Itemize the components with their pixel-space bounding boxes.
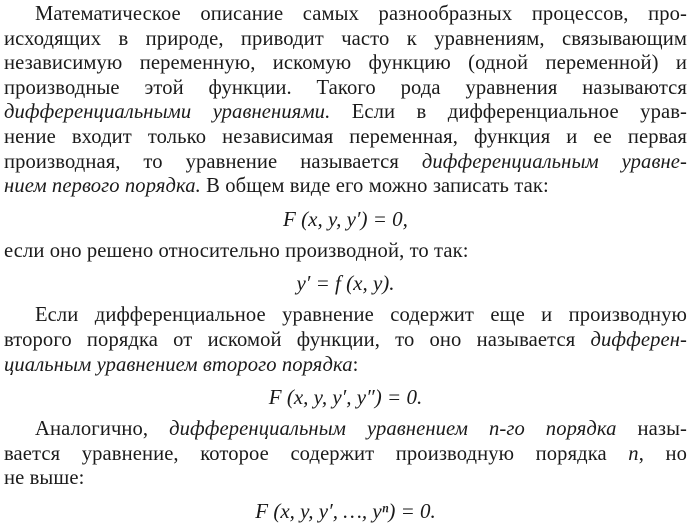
formula-solved-for-derivative: y′ = f (x, y).: [296, 271, 395, 296]
paragraph-3-line-3: [4, 353, 687, 378]
paragraph-1-line-6: нение входит только независимая переменная, функция и ее первая: [4, 125, 687, 148]
paragraph-1-line-2: исходящих в природе, приводит часто к уравнениям, связывающим: [4, 27, 687, 50]
paragraph-1-line-5: [4, 100, 687, 125]
document-page: [4, 2, 687, 531]
paragraph-1-line-1: Математическое описание самых разнообразных процессов, про-: [35, 3, 687, 25]
formula-nth-order: F (x, y, y′, …, yⁿ) = 0.: [255, 498, 436, 523]
paragraph-1-line-4: производные этой функции. Такого рода уравнения называются: [4, 76, 687, 99]
paragraph-4-line-1-rest: назы-: [616, 418, 687, 441]
term-first-order-part2: нием первого порядка.: [4, 175, 201, 198]
paragraph-2: если оно решено относительно производной, то так:: [4, 239, 469, 262]
formula-second-order: F (x, y, y′, y″) = 0.: [268, 385, 423, 410]
term-differential-equations: дифференциальными уравнениями.: [4, 101, 331, 124]
paragraph-3-line-1: Если дифференциальное уравнение содержит еще и производную: [35, 304, 687, 327]
paragraph-4-line-3: не выше:: [4, 467, 85, 490]
paragraph-1-line-7-start: производная, то уравнение называется: [4, 150, 422, 173]
paragraph-1-line-5-rest: Если в дифференциальное урав-: [330, 101, 687, 124]
paragraph-1-line-8: [4, 174, 687, 199]
paragraph-3-line-3-rest: :: [352, 353, 359, 376]
term-nth-order: дифференциальным уравнением n-го порядка: [169, 418, 617, 441]
variable-n: n: [628, 442, 639, 465]
paragraph-4-line-2-start: вается уравнение, которое содержит производную порядка: [4, 442, 629, 465]
term-second-order-part1: дифферен-: [590, 328, 687, 351]
formula-general-first-order: F (x, y, y′) = 0,: [283, 206, 408, 231]
paragraph-4-line-2-rest: , но: [638, 442, 688, 465]
paragraph-1-line-7: [4, 150, 687, 175]
paragraph-1-line-3: независимую переменную, искомую функцию (одной переменной) и: [4, 52, 687, 75]
paragraph-4-line-2: [4, 442, 687, 467]
term-first-order-part1: дифференциальным уравне-: [421, 150, 687, 173]
paragraph-1-line-8-rest: В общем виде его можно записать так:: [200, 175, 549, 198]
term-second-order-part2: циальным уравнением второго порядка: [4, 353, 353, 376]
paragraph-3-line-2-start: второго порядка от искомой функции, то оно называется: [4, 328, 591, 351]
paragraph-4-line-1: [4, 417, 687, 442]
paragraph-4-line-1-start: Аналогично,: [35, 418, 170, 441]
paragraph-3-line-2: [4, 328, 687, 353]
